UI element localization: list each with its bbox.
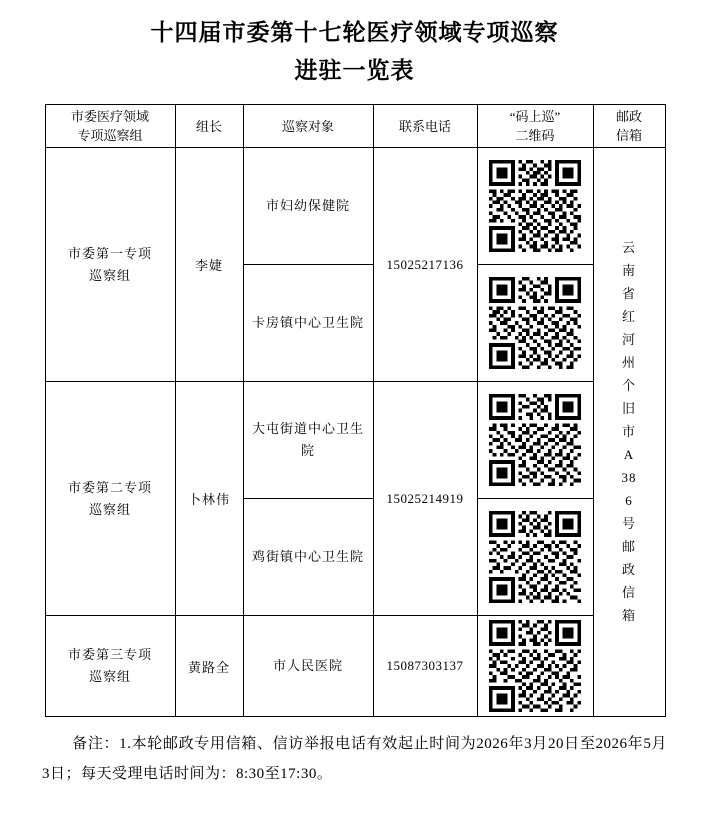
cell-group-1 [45,148,175,382]
qr-code-image [489,394,581,486]
header-mailbox-line1: 邮政 [615,109,642,124]
cell-target-2-1: 大屯街道中心卫生院 [243,382,373,499]
cell-target-1-1: 市妇幼保健院 [243,148,373,265]
cell-phone-3: 15087303137 [373,616,477,717]
header-group-line1: 市委医疗领域 [70,109,149,124]
group-1-line2: 巡察组 [88,267,131,283]
group-2-line1: 市委第二专项 [67,479,152,495]
footnote-text: 备注：1.本轮邮政专用信箱、信访举报电话有效起止时间为2026年3月20日至2026年5月3日；每天受理电话时间为：8:30至17:30。 [42,736,667,782]
cell-phone-1: 15025217136 [373,148,477,382]
cell-target-3-1: 市人民医院 [243,616,373,717]
qr-code-2-1[interactable] [477,382,593,499]
header-leader: 组长 [175,105,243,148]
cell-group-2 [45,382,175,616]
header-target: 巡察对象 [243,105,373,148]
header-group [45,105,175,148]
mailbox-text: 云南省红河州个旧市A386号邮政信箱 [621,240,637,623]
title-line-2: 进驻一览表 [294,58,415,83]
qr-code-2-2[interactable] [477,499,593,616]
table-row [45,382,665,499]
qr-code-image [489,620,581,712]
title-line-1: 十四届市委第十七轮医疗领域专项巡察 [150,20,559,45]
inspection-table [45,104,666,717]
cell-group-3 [45,616,175,717]
header-phone: 联系电话 [373,105,477,148]
header-qr-line1: “码上巡” [509,109,561,124]
table-row [45,616,665,717]
cell-mailbox [593,148,665,717]
group-3-line1: 市委第三专项 [67,647,152,662]
table-header [45,105,665,148]
qr-code-1-1[interactable] [477,148,593,265]
group-3-line2: 巡察组 [88,669,131,684]
cell-leader-3: 黄路全 [175,616,243,717]
header-mailbox [593,105,665,148]
document-title [0,0,709,90]
table-body [45,148,665,717]
qr-code-3-1[interactable] [477,616,593,717]
inspection-table-wrapper [45,104,665,717]
footnote [42,729,667,789]
header-qr [477,105,593,148]
cell-leader-1: 李婕 [175,148,243,382]
cell-phone-2: 15025214919 [373,382,477,616]
qr-code-image [489,160,581,252]
qr-code-image [489,277,581,369]
cell-leader-2: 卜林伟 [175,382,243,616]
group-2-line2: 巡察组 [88,501,131,517]
table-row [45,148,665,265]
header-group-line2: 专项巡察组 [77,128,143,143]
cell-target-1-2: 卡房镇中心卫生院 [243,265,373,382]
table-header-row [45,105,665,148]
header-qr-line2: 二维码 [515,128,555,143]
header-mailbox-line2: 信箱 [615,128,642,143]
cell-target-2-2: 鸡街镇中心卫生院 [243,499,373,616]
group-1-line1: 市委第一专项 [67,245,152,261]
qr-code-image [489,511,581,603]
qr-code-1-2[interactable] [477,265,593,382]
